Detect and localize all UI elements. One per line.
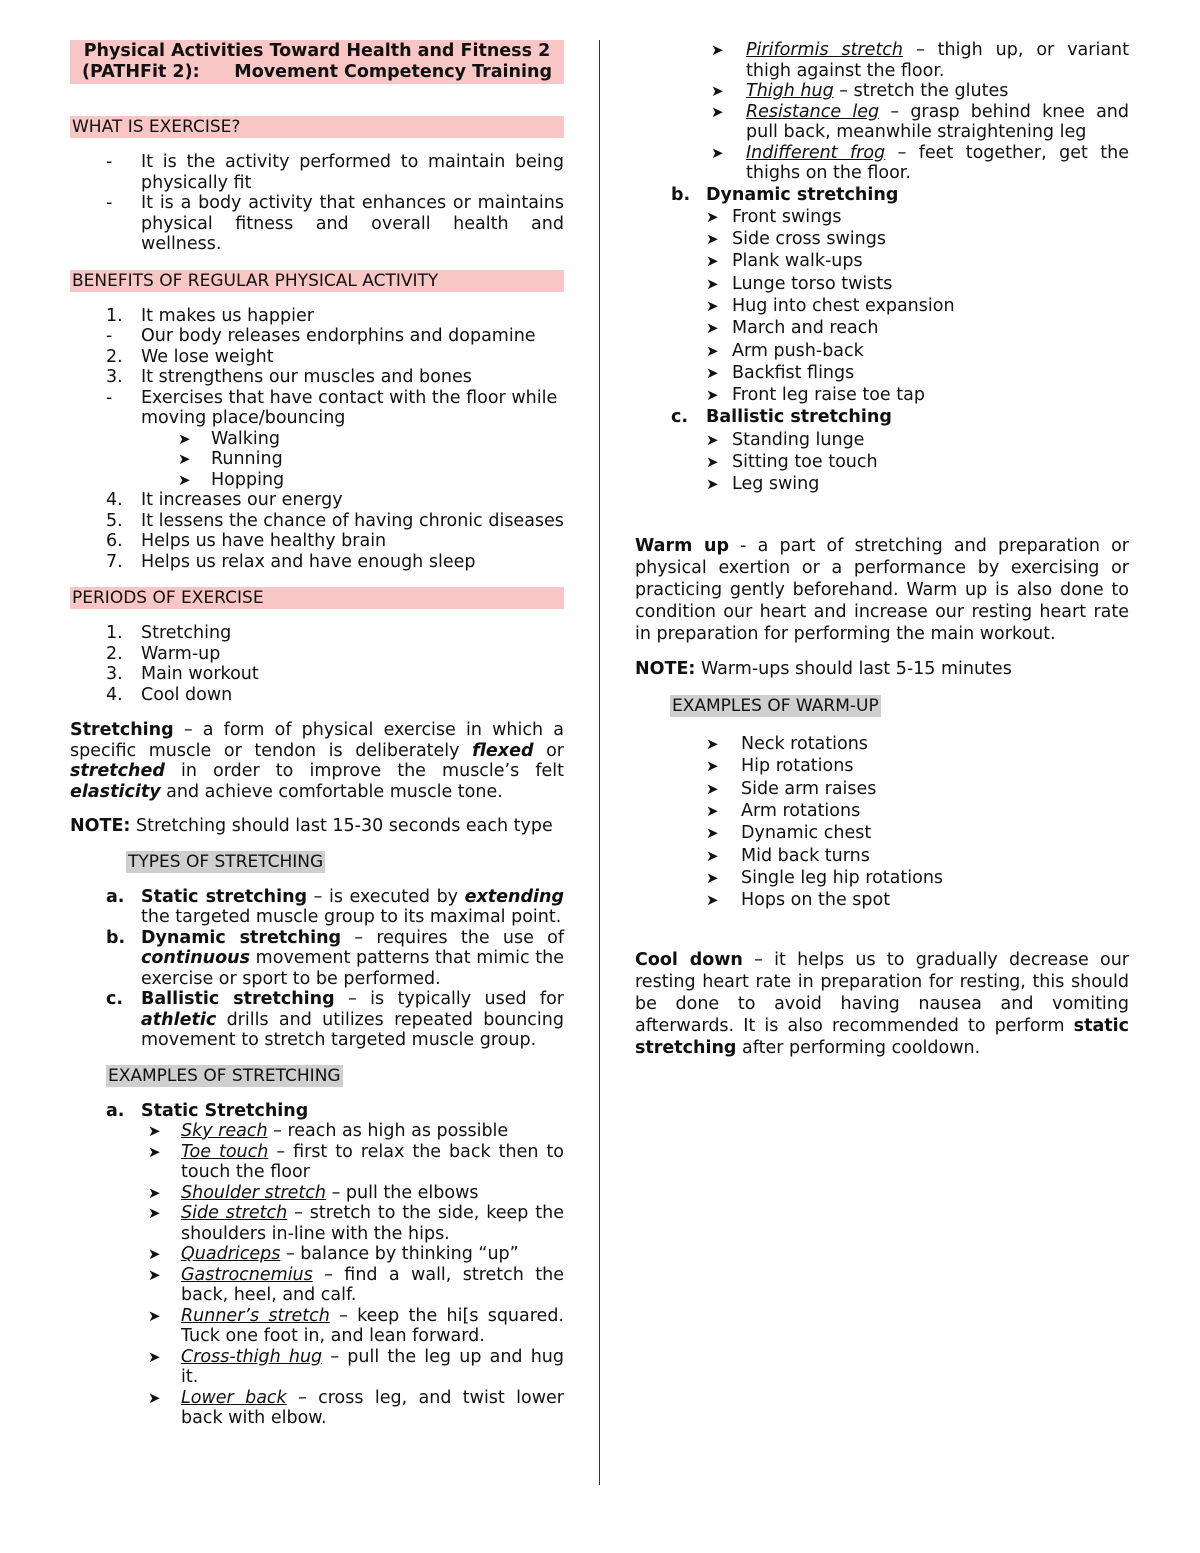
arrow-bullet-icon: ➤ [711,102,724,121]
list-item: 4. Cool down [106,684,233,705]
list-item: ➤ Arm rotations [635,800,1129,822]
arrow-bullet-icon: ➤ [711,82,724,100]
sub-list-item: ➤ Hopping [70,470,564,491]
arrow-bullet-icon: ➤ [706,252,719,271]
warmup-definition: Warm up - a part of stretching and preparation or physical exertion or a performance by exercising or practicing gently beforehand. Warm up is also done to condition our heart and increase our resting heart rate in preparation for performing the main workout. [635,535,1129,644]
sub-list-item: ➤ Side stretch – stretch to the side, keep the shoulders in-line with the hips. [70,1203,564,1244]
list-item: c. Ballistic stretching – is typically used for athletic drills and utilizes repeated bouncing movement to stretch targeted muscle group. [106,989,564,1050]
list-item: 5. It lessens the chance of having chronic diseases [106,510,564,531]
list-item: ➤ Dynamic chest [635,822,1129,844]
arrow-bullet-icon: ➤ [148,1347,161,1366]
arrow-bullet-icon: ➤ [148,1142,161,1161]
sub-list-item: ➤ Toe touch – first to relax the back then to touch the floor [70,1142,564,1183]
sub-list-item: ➤ Front swings [635,206,1129,228]
right-column [635,40,1129,1059]
list-item: a. Static stretching – is executed by extending the targeted muscle group to its maximal point. [106,886,564,927]
list-item: ➤ Hops on the spot [635,889,1129,911]
title-line-2-code: (PATHFit 2): [82,62,200,82]
examples-heading-wrap [70,1065,564,1087]
sub-list-item: ➤ Front leg raise toe tap [635,384,1129,406]
list-item: 2. Warm-up [106,643,221,664]
list-item: ➤ Neck rotations [635,733,1129,755]
list-item: ➤ Mid back turns [635,845,1129,867]
sub-list-item: ➤ Lower back – cross leg, and twist lower back with elbow. [70,1388,564,1429]
list-item: b. Dynamic stretching [671,184,899,205]
arrow-bullet-icon: ➤ [706,802,719,821]
sub-list-item: ➤ Cross-thigh hug – pull the leg up and hug it. [70,1347,564,1388]
arrow-bullet-icon: ➤ [711,143,724,162]
list-item: 7. Helps us relax and have enough sleep [106,551,476,572]
warmup-heading-wrap [635,695,1129,717]
sub-list-item: ➤ Quadriceps – balance by thinking “up” [70,1244,564,1265]
list-item: 6. Helps us have healthy brain [106,531,387,551]
list-item: 2. We lose weight [106,346,274,367]
arrow-bullet-icon: ➤ [706,230,719,249]
arrow-bullet-icon: ➤ [706,430,719,449]
list-item: 1. Stretching [106,623,232,643]
sub-list-item: ➤ Walking [70,429,564,450]
document-title [70,40,564,84]
sub-list-item: ➤ Arm push-back [635,340,1129,362]
title-line-2-subject: Movement Competency Training [234,62,552,82]
section-heading-examples-stretching: EXAMPLES OF STRETCHING [108,1065,341,1086]
arrow-bullet-icon: ➤ [706,779,719,798]
arrow-bullet-icon: ➤ [178,429,191,448]
benefits-list [70,306,564,573]
types-list [70,887,564,1051]
arrow-bullet-icon: ➤ [706,735,719,754]
cooldown-definition: Cool down – it helps us to gradually decrease our resting heart rate in preparation for resting, this should be done to avoid having nausea and vomiting afterwards. It is also recommended to perform static stretching after performing cooldown. [635,949,1130,1058]
warmup-examples-list [635,733,1129,911]
arrow-bullet-icon: ➤ [706,846,719,865]
section-heading-types: TYPES OF STRETCHING [128,851,324,872]
sub-list-item: ➤ Standing lunge [635,429,1129,451]
warmup-note: NOTE: Warm-ups should last 5-15 minutes [635,658,1012,679]
arrow-bullet-icon: ➤ [706,386,719,405]
sub-list-item: ➤ Plank walk-ups [635,250,1129,272]
static-stretching-list [70,1101,564,1429]
arrow-bullet-icon: ➤ [706,363,719,382]
sub-list-item: ➤ Runner’s stretch – keep the hi[s squared. Tuck one foot in, and lean forward. [70,1306,564,1347]
stretching-definition: Stretching – a form of physical exercise in which a specific muscle or tendon is deliberately flexed or stretched in order to improve the muscle’s felt elasticity and achieve comfortable muscle tone. [70,720,564,802]
sub-list-item: ➤ Backfist flings [635,362,1129,384]
section-heading-periods: PERIODS OF EXERCISE [70,587,564,609]
dynamic-stretching-list [635,184,1129,407]
arrow-bullet-icon: ➤ [148,1265,161,1284]
title-line-1: Physical Activities Toward Health and Fitness 2 [83,41,551,61]
sub-list-item: ➤ Sitting toe touch [635,451,1129,473]
arrow-bullet-icon: ➤ [706,891,719,910]
list-item: ➤ Side arm raises [635,778,1129,800]
arrow-bullet-icon: ➤ [706,274,719,293]
column-divider [599,40,600,1485]
sub-list-item: ➤ Running [70,449,564,470]
arrow-bullet-icon: ➤ [148,1204,161,1222]
arrow-bullet-icon: ➤ [148,1388,161,1407]
list-item: - It is the activity performed to maintain being physically fit [106,152,564,193]
arrow-bullet-icon: ➤ [711,41,724,59]
list-item: ➤ Single leg hip rotations [635,867,1129,889]
list-item: ➤ Hip rotations [635,755,1129,777]
list-item: - Exercises that have contact with the floor while moving place/bouncing [106,387,558,428]
arrow-bullet-icon: ➤ [148,1183,161,1202]
sub-list-item: ➤ Shoulder stretch – pull the elbows [70,1183,564,1204]
sub-list-item: ➤ Leg swing [635,473,1129,495]
sub-list-item: ➤ Sky reach – reach as high as possible [70,1121,564,1142]
sub-list-item: ➤ March and reach [635,317,1129,339]
sub-list-item: ➤ Hug into chest expansion [635,295,1129,317]
list-item: 3. It strengthens our muscles and bones [106,367,472,387]
list-item: a. Static Stretching [106,1100,309,1121]
arrow-bullet-icon: ➤ [706,341,719,360]
types-heading-wrap [70,851,564,873]
section-heading-benefits: BENEFITS OF REGULAR PHYSICAL ACTIVITY [70,270,564,292]
arrow-bullet-icon: ➤ [706,453,719,472]
arrow-bullet-icon: ➤ [706,757,719,776]
list-item: b. Dynamic stretching – requires the use of continuous movement patterns that mimic the exercise or sport to be performed. [106,927,564,989]
sub-list-item: ➤ Lunge torso twists [635,273,1129,295]
sub-list-item: ➤ Gastrocnemius – find a wall, stretch the back, heel, and calf. [70,1265,564,1306]
list-item: - It is a body activity that enhances or maintains physical fitness and overall health and wellness. [106,193,564,254]
arrow-bullet-icon: ➤ [706,475,719,494]
arrow-bullet-icon: ➤ [148,1122,161,1140]
arrow-bullet-icon: ➤ [148,1245,161,1263]
arrow-bullet-icon: ➤ [706,824,719,843]
section-heading-examples-warmup: EXAMPLES OF WARM-UP [672,696,879,717]
left-column [70,40,564,1429]
list-item: 4. It increases our energy [106,490,343,510]
arrow-bullet-icon: ➤ [706,296,719,315]
section-heading-what-is-exercise: WHAT IS EXERCISE? [70,116,564,138]
sub-list-item: ➤ Piriformis stretch – thigh up, or variant thigh against the floor. [635,40,1129,81]
periods-list [70,623,564,705]
list-item: 3. Main workout [106,664,259,684]
arrow-bullet-icon: ➤ [706,868,719,887]
list-item: c. Ballistic stretching [671,407,892,428]
static-stretching-list-continued [635,40,1129,184]
list-item: - Our body releases endorphins and dopamine [106,326,536,346]
arrow-bullet-icon: ➤ [148,1306,161,1325]
ballistic-stretching-list [635,406,1129,495]
sub-list-item: ➤ Indifferent frog – feet together, get the thighs on the floor. [635,143,1129,184]
arrow-bullet-icon: ➤ [178,450,191,468]
list-item: 1. It makes us happier [106,305,314,326]
arrow-bullet-icon: ➤ [706,319,719,338]
sub-list-item: ➤ Side cross swings [635,228,1129,250]
what-is-exercise-list [70,152,564,255]
arrow-bullet-icon: ➤ [178,470,191,489]
arrow-bullet-icon: ➤ [706,207,719,226]
sub-list-item: ➤ Thigh hug – stretch the glutes [635,81,1129,102]
sub-list-item: ➤ Resistance leg – grasp behind knee and pull back, meanwhile straightening leg [635,102,1129,143]
stretching-note: NOTE: Stretching should last 15-30 seconds each type [70,816,553,836]
